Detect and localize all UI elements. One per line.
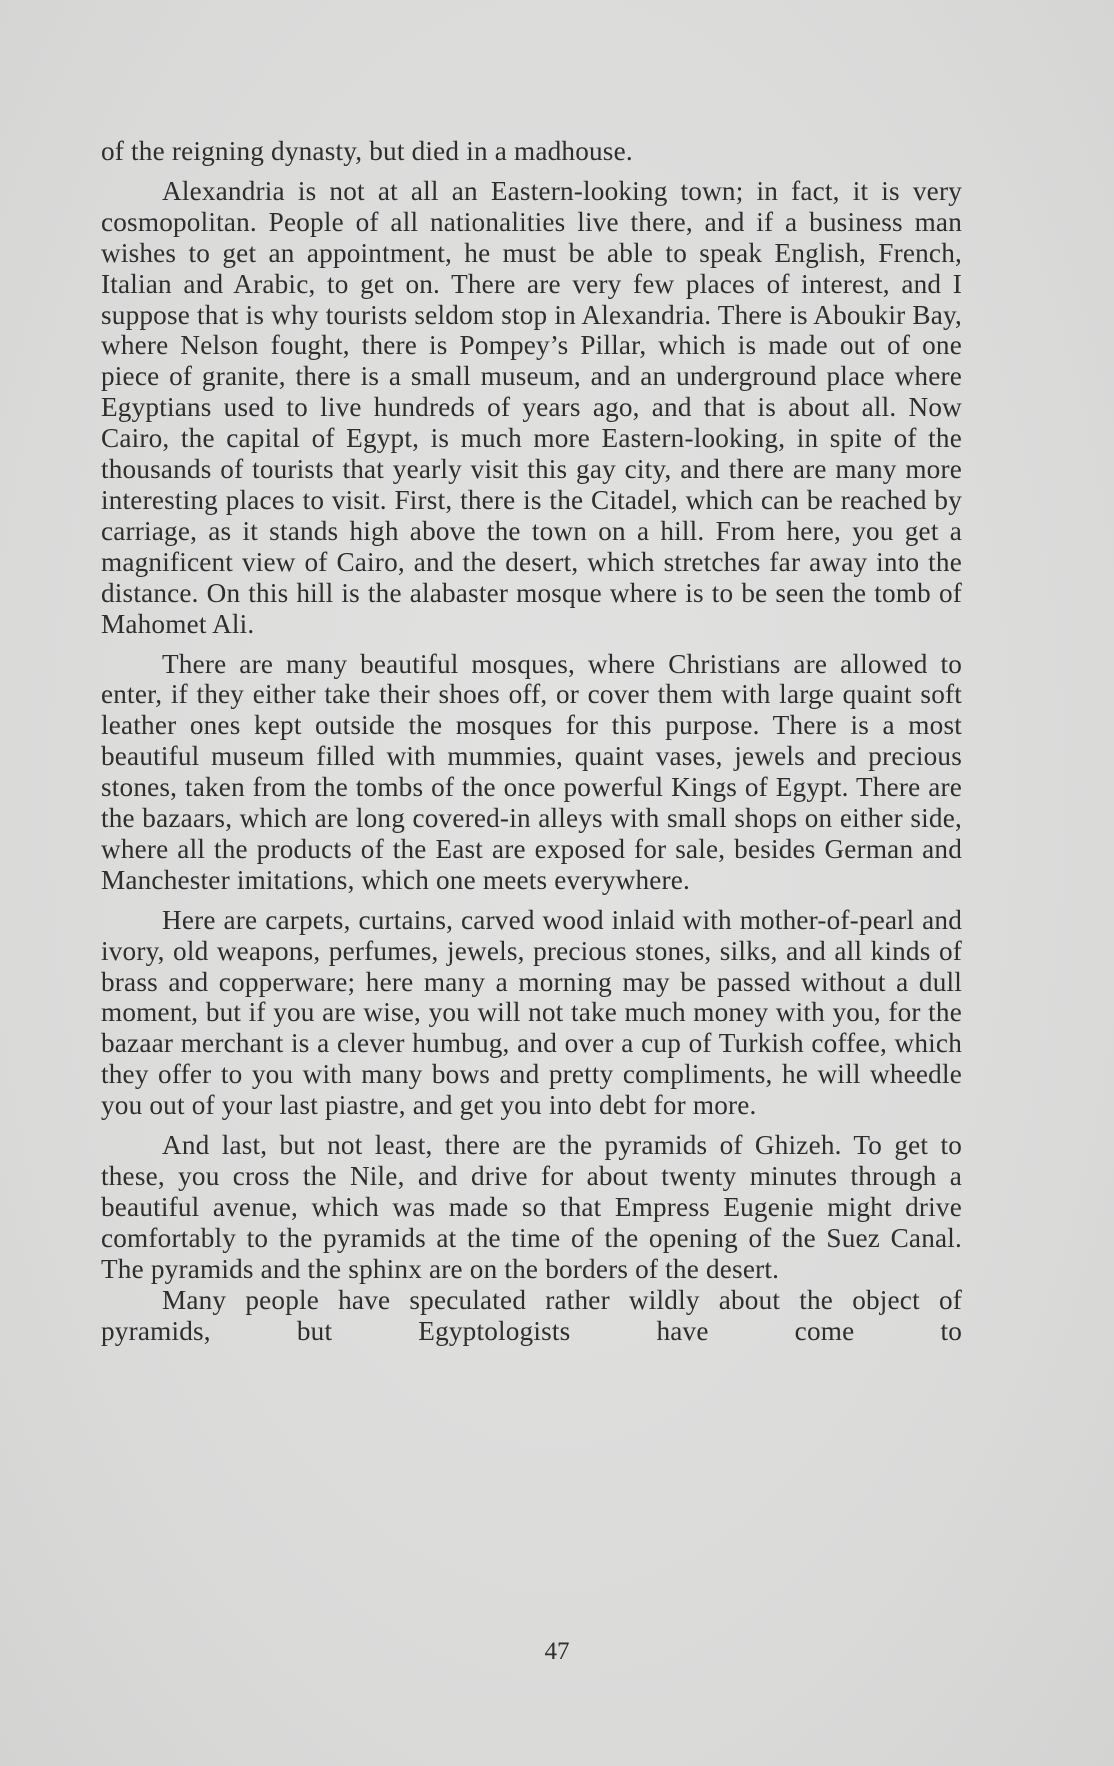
page-number: 47 xyxy=(544,1638,570,1665)
paragraph-pyramids: And last, but not least, there are the pyramids of Ghizeh. To get to these, you cross the Nile, and drive for about twenty minutes through a beautiful avenue, which was made so that Empress Eugenie might drive comfortably to the pyramids at the time of the opening of the Suez Canal. The pyramids and the sphinx are on the borders of the desert. xyxy=(101,1130,962,1284)
paragraph-alexandria: Alexandria is not at all an Eastern-looking town; in fact, it is very cosmopolitan. People of all nationalities live there, and if a business man wishes to get an appointment, he must be able to speak English, French, Italian and Arabic, to get on. There are very few places of interest, and I suppose that is why tourists seldom stop in Alexandria. There is Aboukir Bay, where Nelson fought, there is Pompey’s Pillar, which is made out of one piece of granite, there is a small museum, and an underground place where Egyptians used to live hundreds of years ago, and that is about all. Now Cairo, the capital of Egypt, is much more Eastern-looking, in spite of the thousands of tourists that yearly visit this gay city, and there are many more interesting places to visit. First, there is the Citadel, which can be reached by carriage, as it stands high above the town on a hill. From here, you get a magnificent view of Cairo, and the desert, which stretches far away into the distance. On this hill is the alabaster mosque where is to be seen the tomb of Mahomet Ali. xyxy=(101,175,962,639)
paragraph-continuation: of the reigning dynasty, but died in a madhouse. xyxy=(101,136,633,166)
body-text xyxy=(101,136,962,1346)
paragraph-bazaar-goods: Here are carpets, curtains, carved wood inlaid with mother-of-pearl and ivory, old weapons, perfumes, jewels, precious stones, silks, and all kinds of brass and copperware; here many a morning may be passed without a dull moment, but if you are wise, you will not take much money with you, for the bazaar merchant is a clever humbug, and over a cup of Turkish coffee, which they offer to you with many bows and pretty compliments, he will wheedle you out of your last piastre, and get you into debt for more. xyxy=(101,904,962,1121)
paragraph-egyptologists: Many people have speculated rather wildly about the object of pyramids, but Egyptologists have come to xyxy=(101,1284,962,1346)
paragraph-mosques: There are many beautiful mosques, where Christians are allowed to enter, if they either take their shoes off, or cover them with large quaint soft leather ones kept outside the mosques for this purpose. There is a most beautiful museum filled with mummies, quaint vases, jewels and precious stones, taken from the tombs of the once powerful Kings of Egypt. There are the bazaars, which are long covered-in alleys with small shops on either side, where all the products of the East are exposed for sale, besides German and Manchester imitations, which one meets everywhere. xyxy=(101,648,962,895)
